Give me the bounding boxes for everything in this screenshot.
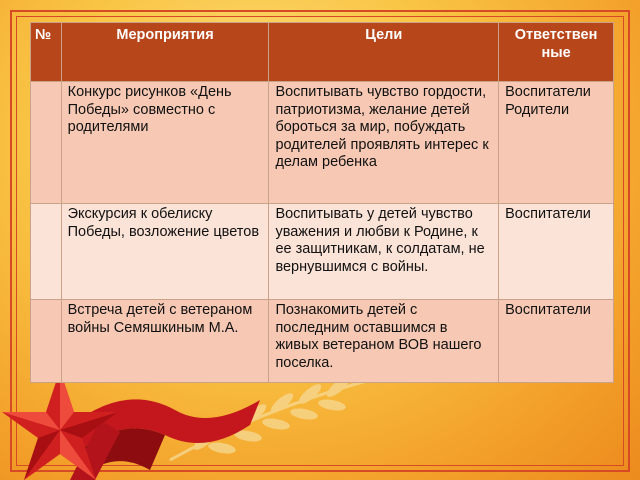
cell-responsible: Воспитатели [499,204,614,300]
header-number: № [31,23,62,82]
table-row [31,204,614,300]
cell-event: Конкурс рисунков «День Победы» совместно с родителями [61,82,269,204]
cell-goal: Воспитывать у детей чувство уважения и любви к Родине, к ее защитникам, к солдатам, не вернувшимся с войны. [269,204,499,300]
cell-number [31,204,62,300]
cell-goal: Воспитывать чувство гордости, патриотизма, желание детей бороться за мир, побуждать родителей проявлять интерес к делам ребенка [269,82,499,204]
table-row [31,82,614,204]
cell-event: Экскурсия к обелиску Победы, возложение цветов [61,204,269,300]
cell-event: Встреча детей с ветераном войны Семяшкиным М.А. [61,300,269,383]
table-row [31,300,614,383]
cell-responsible: Воспитатели Родители [499,82,614,204]
header-goals: Цели [269,23,499,82]
cell-number [31,82,62,204]
cell-goal: Познакомить детей с последним оставшимся в живых ветераном ВОВ нашего поселка. [269,300,499,383]
header-events: Мероприятия [61,23,269,82]
header-responsible: Ответствен ные [499,23,614,82]
table-header-row [31,23,614,82]
cell-number [31,300,62,383]
cell-responsible: Воспитатели [499,300,614,383]
events-table [30,22,614,383]
